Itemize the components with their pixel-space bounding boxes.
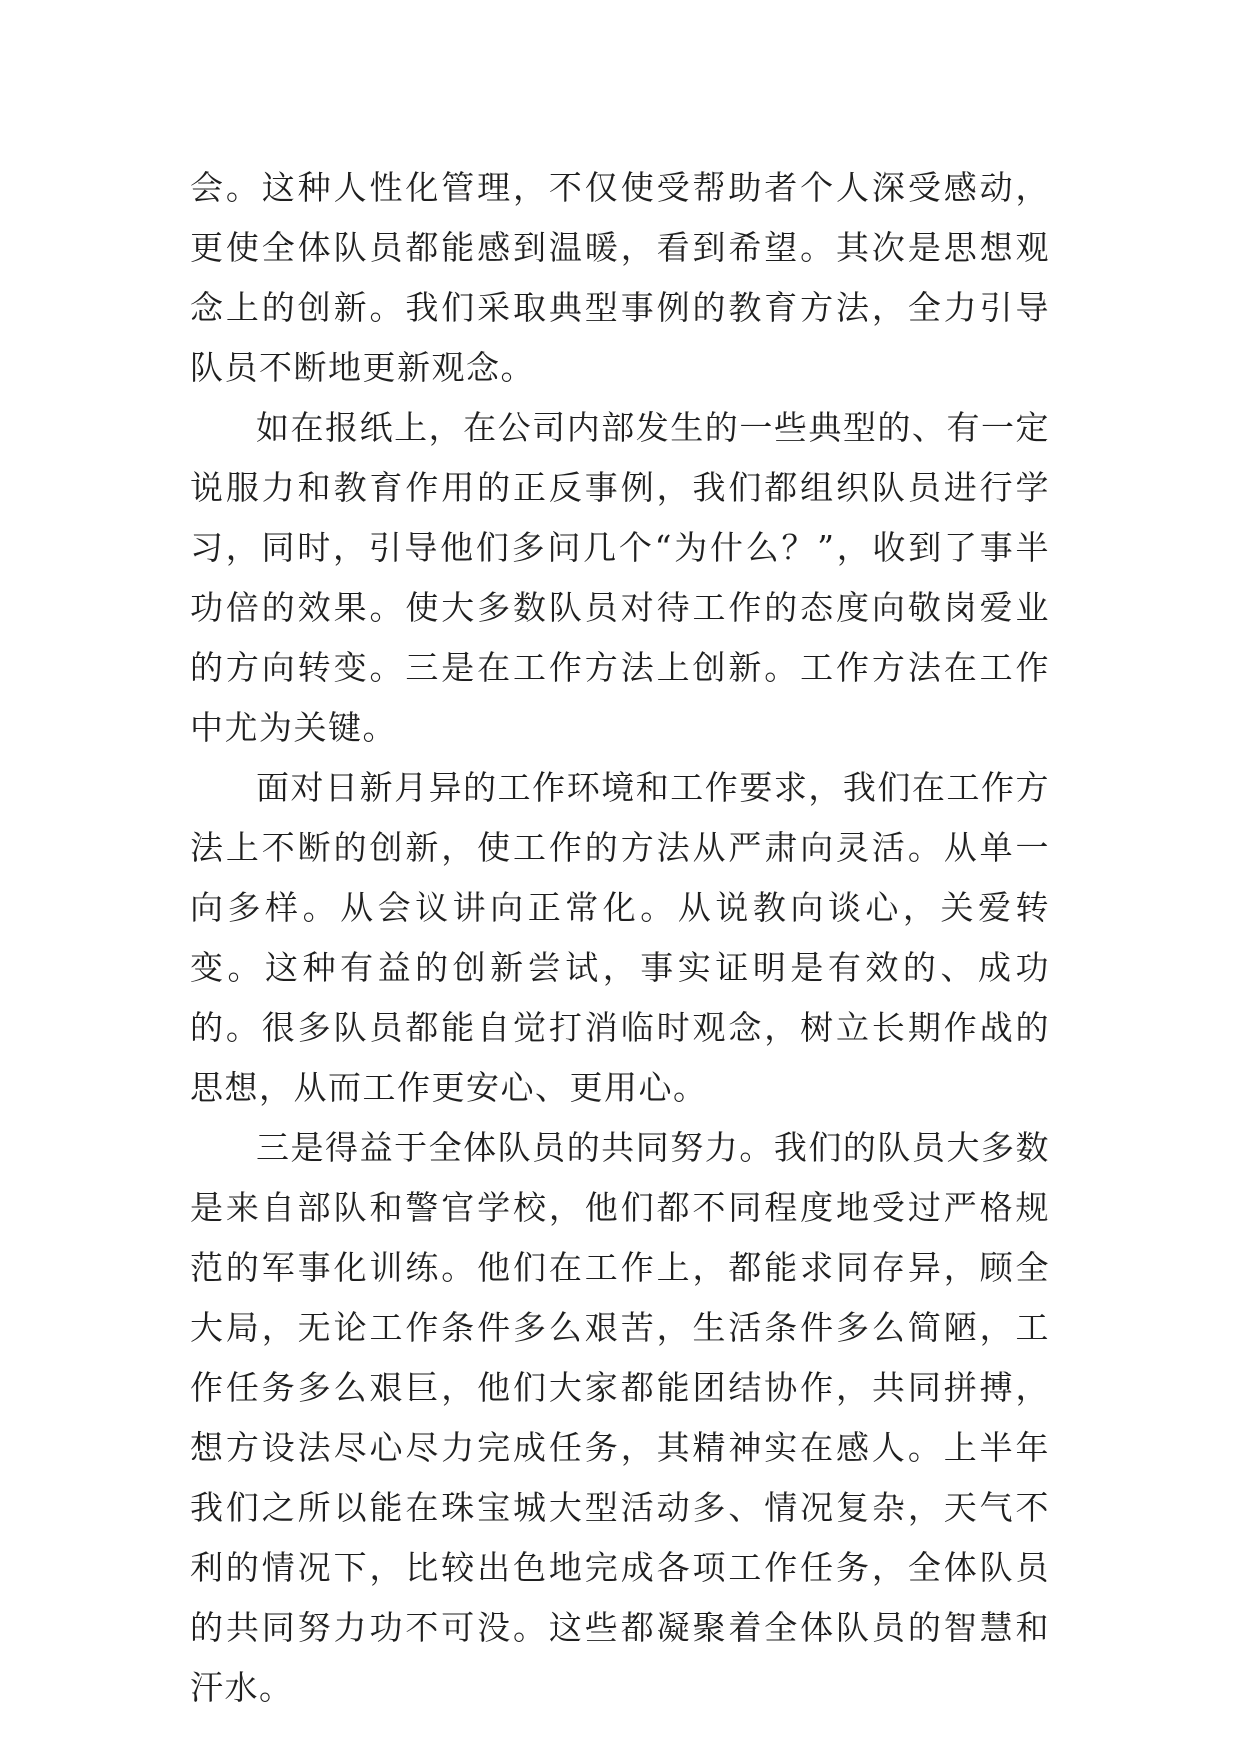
paragraph: 三是得益于全体队员的共同努力。我们的队员大多数是来自部队和警官学校，他们都不同程度地受过严格规范的军事化训练。他们在工作上，都能求同存异，顾全大局，无论工作条件多么艰苦，生活条件多么简陋，工作任务多么艰巨，他们大家都能团结协作，共同拼搏，想方设法尽心尽力完成任务，其精神实在感人。上半年我们之所以能在珠宝城大型活动多、情况复杂，天气不利的情况下，比较出色地完成各项工作任务，全体队员的共同努力功不可没。这些都凝聚着全体队员的智慧和汗水。 — [190, 1128, 1050, 1707]
paragraph: 如在报纸上，在公司内部发生的一些典型的、有一定说服力和教育作用的正反事例，我们都组织队员进行学习，同时，引导他们多问几个“为什么？”，收到了事半功倍的效果。使大多数队员对待工作的态度向敬岗爱业的方向转变。三是在工作方法上创新。工作方法在工作中尤为关键。 — [190, 408, 1050, 747]
paragraph-continuation: 会。这种人性化管理，不仅使受帮助者个人深受感动，更使全体队员都能感到温暖，看到希望。其次是思想观念上的创新。我们采取典型事例的教育方法，全力引导队员不断地更新观念。 — [190, 168, 1050, 387]
document-body — [190, 158, 1050, 1718]
paragraph: 面对日新月异的工作环境和工作要求，我们在工作方法上不断的创新，使工作的方法从严肃向灵活。从单一向多样。从会议讲向正常化。从说教向谈心，关爱转变。这种有益的创新尝试，事实证明是有效的、成功的。很多队员都能自觉打消临时观念，树立长期作战的思想，从而工作更安心、更用心。 — [190, 768, 1050, 1107]
